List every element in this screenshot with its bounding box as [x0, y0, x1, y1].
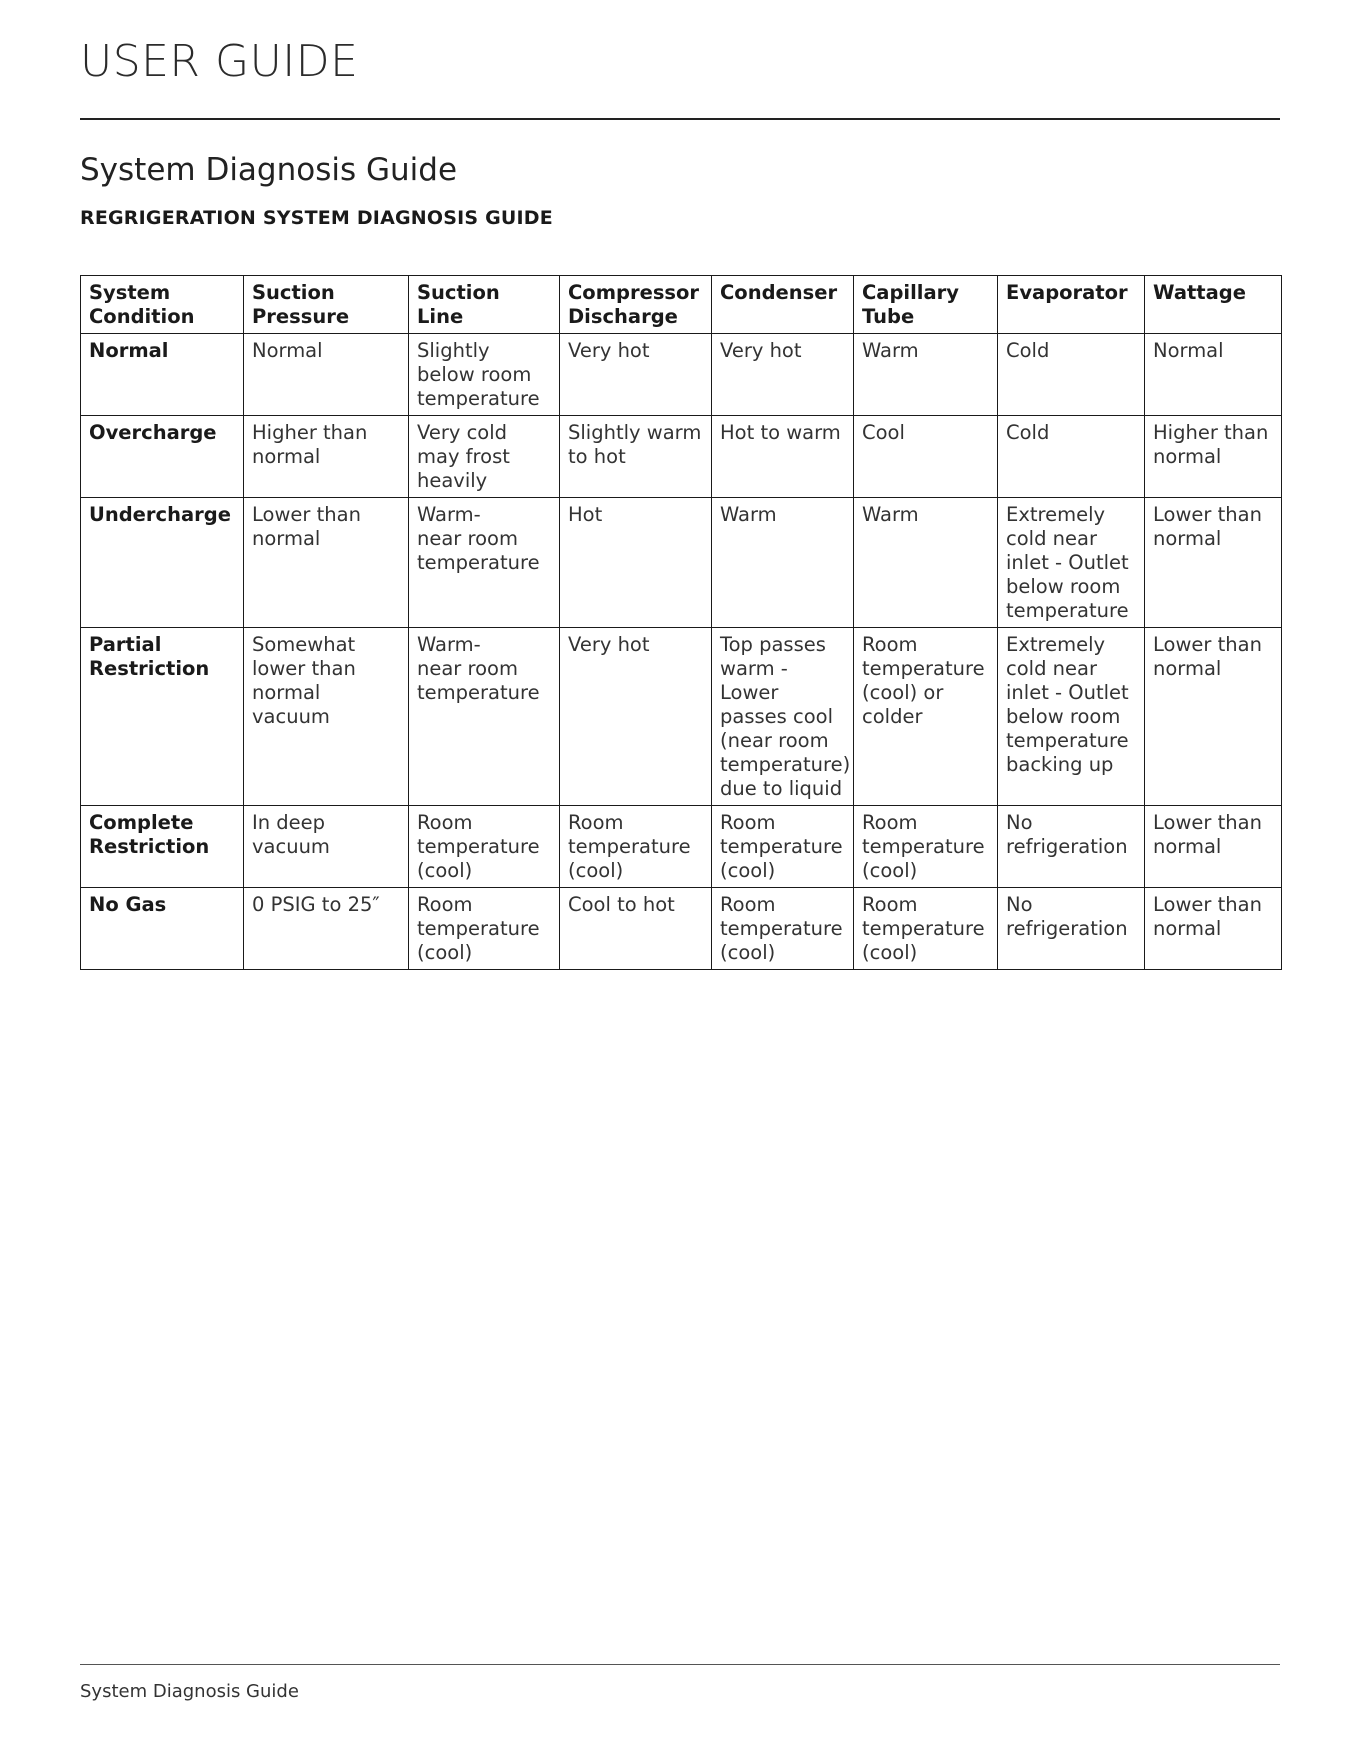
column-header-label: Suction Pressure: [252, 281, 350, 328]
cell-value: Top passes warm - Lower passes cool (near room temperature) due to liquid: [720, 633, 851, 800]
cell-value: Warm- near room temperature: [417, 503, 540, 574]
footer-divider: [80, 1664, 1280, 1665]
cell-value: 0 PSIG to 25″: [252, 893, 380, 916]
cell-value: Lower than normal: [1153, 893, 1262, 940]
table-cell: [1145, 888, 1282, 970]
table-cell: [854, 888, 998, 970]
cell-value: Warm: [720, 503, 777, 526]
cell-value: Extremely cold near inlet - Outlet below room temperature backing up: [1006, 633, 1129, 776]
cell-value: Extremely cold near inlet - Outlet below room temperature: [1006, 503, 1129, 622]
table-cell: [1145, 416, 1282, 498]
row-header-cell: [81, 416, 244, 498]
table-cell: [998, 416, 1145, 498]
cell-value: Lower than normal: [1153, 503, 1262, 550]
table-cell: [854, 628, 998, 806]
column-header-label: System Condition: [89, 281, 195, 328]
row-header-label: No Gas: [89, 893, 167, 916]
column-header-label: Capillary Tube: [862, 281, 959, 328]
column-header: [409, 276, 560, 334]
section-title: System Diagnosis Guide: [80, 152, 458, 188]
table-cell: [244, 334, 409, 416]
table-cell: [409, 416, 560, 498]
table-cell: [244, 416, 409, 498]
row-header-cell: [81, 498, 244, 628]
table-cell: [560, 498, 712, 628]
table-cell: [560, 888, 712, 970]
table-cell: [560, 628, 712, 806]
column-header: [81, 276, 244, 334]
column-header-label: Suction Line: [417, 281, 500, 328]
table-row: [81, 888, 1282, 970]
table-cell: [854, 416, 998, 498]
cell-value: Lower than normal: [1153, 633, 1262, 680]
cell-value: Hot to warm: [720, 421, 841, 444]
table-cell: [560, 334, 712, 416]
header-divider: [80, 118, 1280, 120]
cell-value: Very cold may frost heavily: [417, 421, 510, 492]
table-row: [81, 498, 1282, 628]
diagnosis-table: [80, 275, 1282, 970]
table-cell: [712, 628, 854, 806]
cell-value: Room temperature (cool): [720, 893, 843, 964]
row-header-label: Partial Restriction: [89, 633, 210, 680]
cell-value: In deep vacuum: [252, 811, 330, 858]
row-header-cell: [81, 334, 244, 416]
table-cell: [1145, 628, 1282, 806]
cell-value: Lower than normal: [1153, 811, 1262, 858]
table-cell: [1145, 806, 1282, 888]
cell-value: No refrigeration: [1006, 811, 1128, 858]
table-cell: [409, 888, 560, 970]
cell-value: Higher than normal: [252, 421, 368, 468]
document-header-title: USER GUIDE: [80, 36, 359, 87]
row-header-cell: [81, 628, 244, 806]
cell-value: Warm: [862, 503, 919, 526]
column-header: [1145, 276, 1282, 334]
row-header-cell: [81, 888, 244, 970]
cell-value: Cool: [862, 421, 905, 444]
table-cell: [409, 334, 560, 416]
table-cell: [712, 334, 854, 416]
cell-value: Cold: [1006, 339, 1050, 362]
table-cell: [244, 888, 409, 970]
cell-value: Room temperature (cool): [862, 893, 985, 964]
row-header-label: Complete Restriction: [89, 811, 210, 858]
table-cell: [244, 806, 409, 888]
cell-value: Room temperature (cool) or colder: [862, 633, 985, 728]
cell-value: Lower than normal: [252, 503, 361, 550]
column-header-label: Evaporator: [1006, 281, 1128, 304]
column-header: [854, 276, 998, 334]
column-header-label: Compressor Discharge: [568, 281, 700, 328]
table-cell: [712, 498, 854, 628]
cell-value: Room temperature (cool): [862, 811, 985, 882]
cell-value: Very hot: [568, 339, 650, 362]
row-header-label: Overcharge: [89, 421, 217, 444]
cell-value: Cold: [1006, 421, 1050, 444]
column-header: [712, 276, 854, 334]
cell-value: No refrigeration: [1006, 893, 1128, 940]
table-row: [81, 806, 1282, 888]
column-header: [998, 276, 1145, 334]
cell-value: Higher than normal: [1153, 421, 1269, 468]
column-header-label: Condenser: [720, 281, 838, 304]
column-header: [244, 276, 409, 334]
cell-value: Slightly below room temperature: [417, 339, 540, 410]
table-cell: [244, 498, 409, 628]
cell-value: Normal: [252, 339, 323, 362]
cell-value: Somewhat lower than normal vacuum: [252, 633, 356, 728]
table-cell: [1145, 334, 1282, 416]
cell-value: Warm- near room temperature: [417, 633, 540, 704]
cell-value: Hot: [568, 503, 603, 526]
table-cell: [409, 498, 560, 628]
table-cell: [998, 806, 1145, 888]
table-cell: [409, 628, 560, 806]
table-row: [81, 628, 1282, 806]
table-cell: [712, 888, 854, 970]
cell-value: Room temperature (cool): [417, 893, 540, 964]
row-header-label: Undercharge: [89, 503, 231, 526]
cell-value: Cool to hot: [568, 893, 675, 916]
table-cell: [712, 806, 854, 888]
table-cell: [244, 628, 409, 806]
table-caption: REGRIGERATION SYSTEM DIAGNOSIS GUIDE: [80, 207, 553, 229]
table-cell: [854, 806, 998, 888]
table-cell: [560, 416, 712, 498]
table-cell: [854, 498, 998, 628]
footer-label: System Diagnosis Guide: [80, 1681, 299, 1702]
table-cell: [409, 806, 560, 888]
table-cell: [998, 888, 1145, 970]
table-row: [81, 334, 1282, 416]
table-cell: [560, 806, 712, 888]
column-header-label: Wattage: [1153, 281, 1246, 304]
cell-value: Slightly warm to hot: [568, 421, 702, 468]
table-cell: [998, 498, 1145, 628]
table-row: [81, 416, 1282, 498]
cell-value: Room temperature (cool): [720, 811, 843, 882]
table-cell: [854, 334, 998, 416]
cell-value: Room temperature (cool): [417, 811, 540, 882]
cell-value: Normal: [1153, 339, 1224, 362]
row-header-label: Normal: [89, 339, 169, 362]
row-header-cell: [81, 806, 244, 888]
cell-value: Warm: [862, 339, 919, 362]
cell-value: Very hot: [720, 339, 802, 362]
column-header: [560, 276, 712, 334]
cell-value: Very hot: [568, 633, 650, 656]
table-header-row: [81, 276, 1282, 334]
table-cell: [712, 416, 854, 498]
cell-value: Room temperature (cool): [568, 811, 691, 882]
table-cell: [998, 334, 1145, 416]
table-cell: [998, 628, 1145, 806]
table-cell: [1145, 498, 1282, 628]
